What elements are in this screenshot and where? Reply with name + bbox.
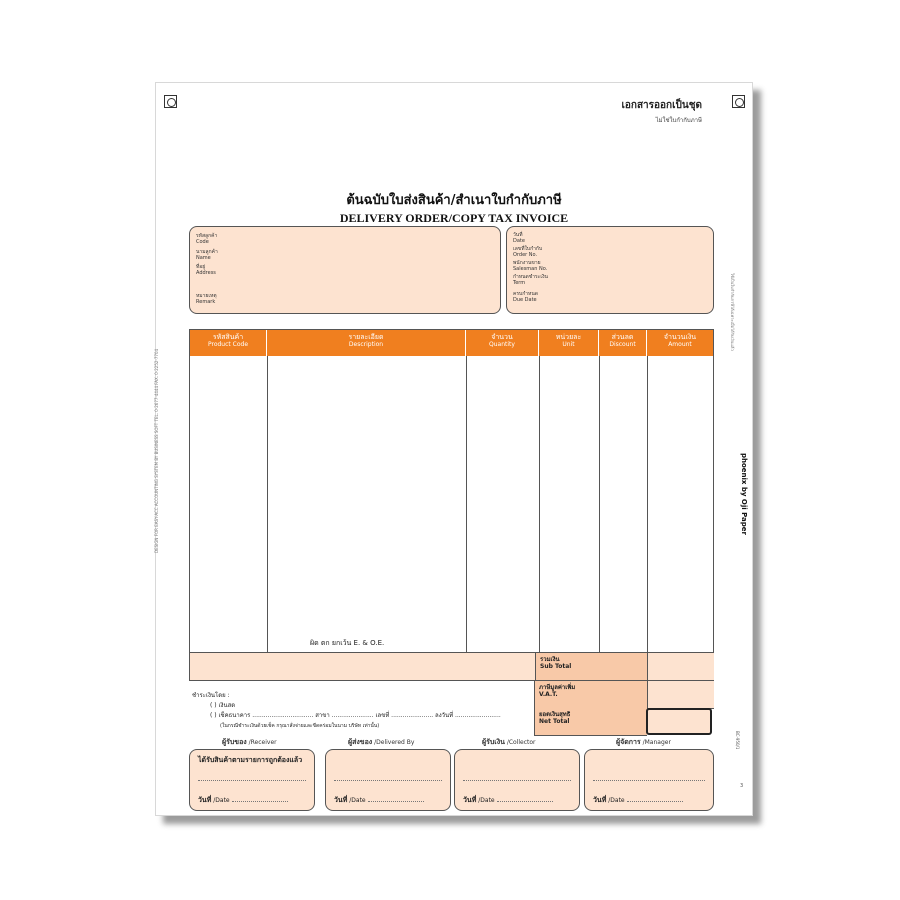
column-divider [267, 356, 268, 652]
due-date-label: ครบกำหนด Due Date [513, 291, 538, 303]
manager-date: วันที่ /Date [593, 795, 683, 806]
payment-heading: ชำระเงินโดย : [192, 692, 230, 699]
signature-line [463, 780, 571, 781]
address-label: ที่อยู่ Address [196, 264, 216, 276]
table-header [190, 330, 713, 356]
receiver-label: ผู้รับของ /Receiver [222, 738, 277, 746]
vat-value[interactable] [647, 681, 714, 708]
salesman-label: พนักงานขาย Salesman No. [513, 260, 548, 272]
column-divider [466, 356, 467, 652]
subtotal-label: รวมเงิน Sub Total [535, 653, 647, 680]
column-divider [647, 356, 648, 652]
payment-cheque-option[interactable]: ( ) เช็คธนาคาร ................................ สาขา ...................... เลขที่ ...................... ลงวันที่ ........................ [210, 712, 501, 719]
delivered-by-label: ผู้ส่งของ /Delivered By [348, 738, 415, 746]
delivered-by-date: วันที่ /Date [334, 795, 424, 806]
code-label: รหัสลูกค้า Code [196, 233, 218, 245]
date-label: วันที่ Date [513, 232, 525, 244]
delivered-by-signature-box[interactable] [325, 749, 451, 811]
title-thai: ต้นฉบับใบส่งสินค้า/สำเนาใบกำกับภาษี [346, 193, 562, 208]
title-english: DELIVERY ORDER/COPY TAX INVOICE [339, 211, 569, 225]
receiver-date: วันที่ /Date [198, 795, 288, 806]
manager-signature-box[interactable] [584, 749, 714, 811]
customer-info-box[interactable] [189, 226, 501, 314]
remark-label: หมายเหตุ Remark [196, 293, 217, 305]
column-header: รหัสสินค้า Product Code [190, 330, 267, 356]
payment-method [192, 691, 501, 731]
vat-label: ภาษีมูลค่าเพิ่ม V.A.T. [535, 681, 647, 708]
subtotal-value[interactable] [647, 653, 714, 680]
page-number: 3 [740, 783, 744, 789]
collector-signature-box[interactable] [454, 749, 580, 811]
document-set-note [621, 98, 702, 125]
column-divider [599, 356, 600, 652]
punch-hole-icon [164, 95, 177, 108]
manager-label: ผู้จัดการ /Manager [616, 738, 671, 746]
corner-subtitle: ไม่ใช่ใบกำกับภาษี [655, 117, 702, 124]
payment-cash-option[interactable]: ( ) เงินสด [210, 702, 236, 709]
signature-line [593, 780, 705, 781]
eoe-note: ผิด ตก ยกเว้น E. & O.E. [310, 639, 385, 647]
column-header: ส่วนลด Discount [599, 330, 647, 356]
net-total-label: ยอดเงินสุทธิ Net Total [535, 708, 647, 735]
column-header: จำนวนเงิน Amount [663, 333, 697, 348]
net-total-row [534, 708, 647, 736]
collector-label: ผู้รับเงิน /Collector [482, 738, 536, 746]
tax-usage-note: ใช้เป็นใบกำกับภาษีได้เฉพาะเมื่อได้รับเงินแล้ว [730, 273, 735, 351]
designer-credit: DESIGN FOR EASY-ACC ACCOUNTING SYSTEM BY BUSINESS SOFT TEL. 0-2677-4444 FAX. 0-2252-7704 [154, 348, 159, 553]
corner-title: เอกสารออกเป็นชุด [621, 100, 702, 111]
paper-brand: phoenix by Oji Paper [740, 453, 748, 535]
net-total-value[interactable] [646, 708, 712, 735]
column-header: รายละเอียด Description [267, 330, 466, 356]
term-label: กำหนดชำระเงิน Term [513, 274, 548, 286]
line-items-table[interactable] [189, 329, 714, 653]
order-info-box[interactable] [506, 226, 714, 314]
receiver-signature-box[interactable] [189, 749, 315, 811]
vat-row [534, 681, 714, 709]
form-code: BC-950/1 [735, 731, 740, 750]
punch-hole-icon [732, 95, 745, 108]
name-label: นามลูกค้า Name [196, 249, 218, 261]
receiver-confirm-text: ได้รับสินค้าตามรายการถูกต้องแล้ว [198, 756, 303, 764]
form-title [156, 189, 752, 226]
invoice-form [155, 82, 753, 816]
collector-date: วันที่ /Date [463, 795, 553, 806]
subtotal-row [189, 653, 714, 681]
order-no-label: เลขที่ใบกำกับ Order No. [513, 246, 543, 258]
column-header: จำนวน Quantity [466, 330, 539, 356]
signature-line [334, 780, 442, 781]
column-divider [539, 356, 540, 652]
column-header: หน่วยละ Unit [539, 330, 599, 356]
signature-line [198, 780, 306, 781]
payment-note: (ในกรณีชำระเงินด้วยเช็ค กรุณาสั่งจ่ายและขีดคร่อมในนาม บริษัท เท่านั้น) [220, 723, 380, 729]
